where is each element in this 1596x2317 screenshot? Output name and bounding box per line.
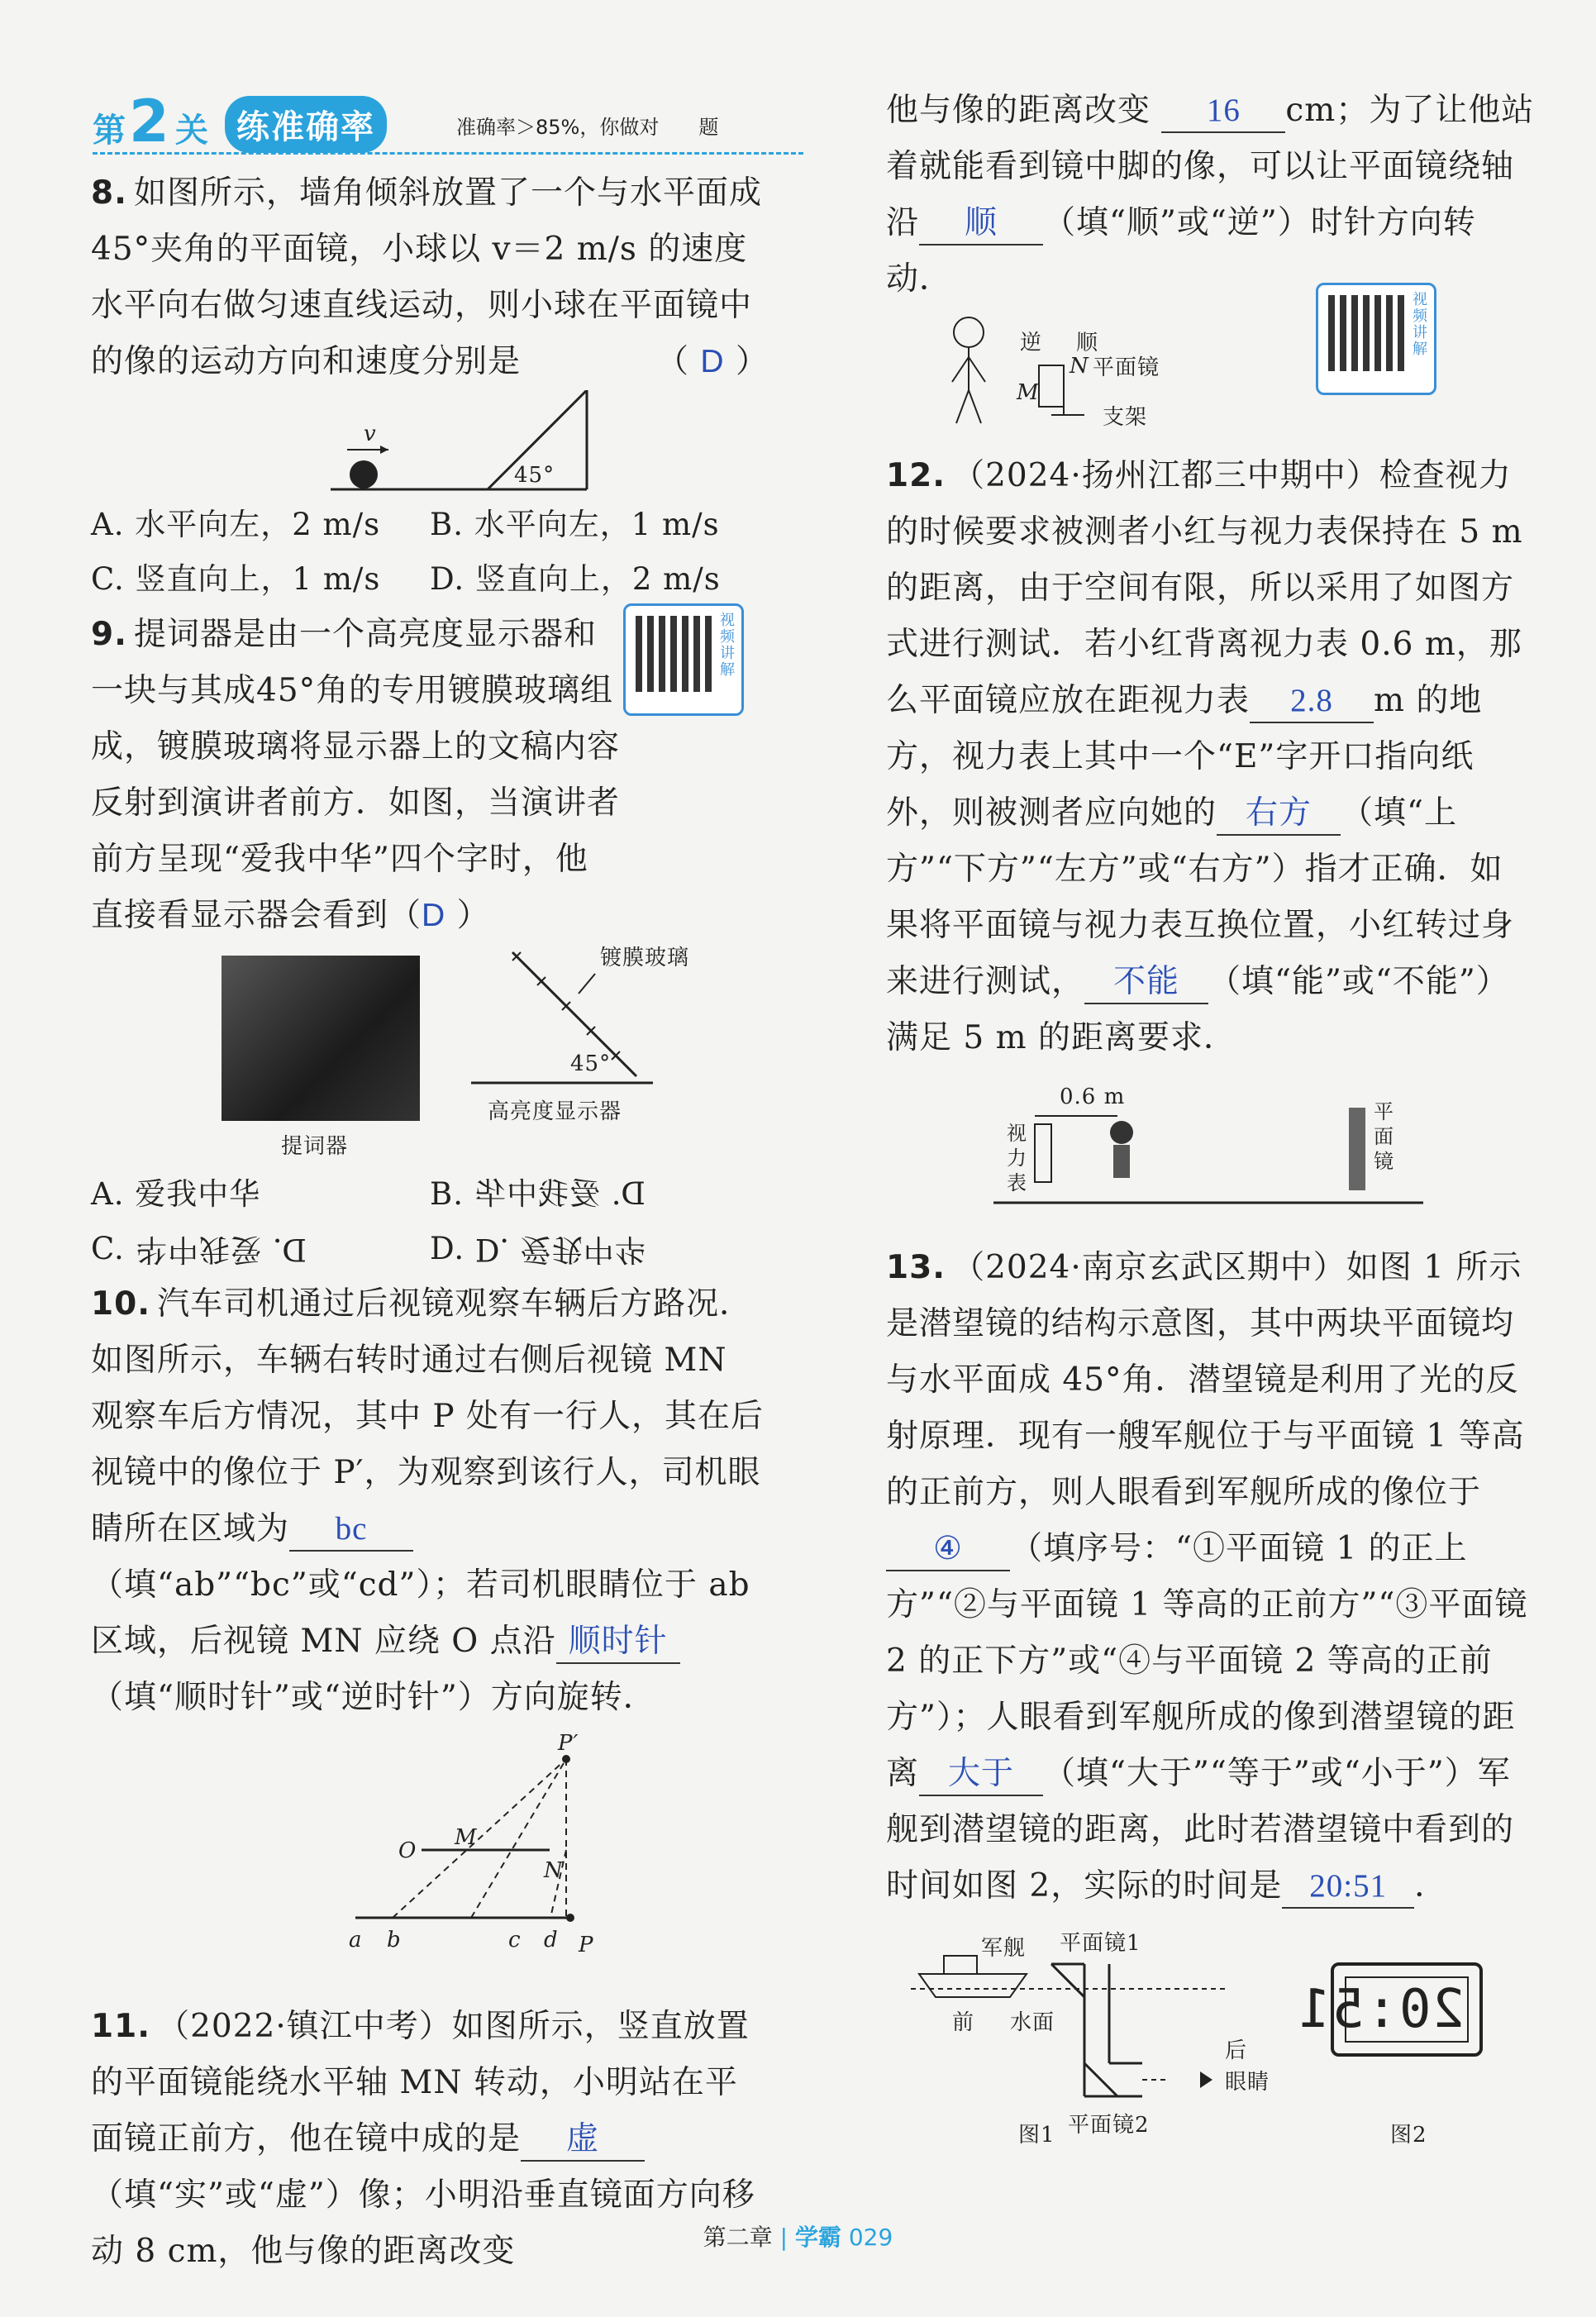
question-number: 10. (91, 1285, 151, 1323)
glass-label: 镀膜玻璃 (600, 946, 690, 970)
option-a: A. 爱我中华 (91, 1176, 261, 1212)
option-a: A. 水平向左，2 m/s (91, 507, 381, 542)
answer-blank-1: ④ (886, 1528, 1010, 1571)
question-number: 13. (886, 1249, 946, 1286)
answer-blank-1: bc (289, 1509, 413, 1552)
d-label: d (544, 1928, 559, 1952)
q11-text-2b: 他与像的距离改变 (886, 92, 1162, 129)
q11-text-2: （填“实”或“虚”）像；小明沿垂直镜面方向移动 8 cm，他与像的距离改变 (91, 2176, 755, 2270)
photo-caption: 提词器 (281, 1134, 349, 1159)
left-column (91, 165, 769, 2280)
q13-text-3: （填“大于”“等于”或“小于”）军舰到潜望镜的距离，此时若潜望镜中看到的时间如图 2，实际的时间是 (886, 1755, 1515, 1905)
ni-label: 逆 (1020, 331, 1043, 355)
question-12 (886, 448, 1536, 1232)
p-label: P (579, 1933, 594, 1957)
footer-separator: | (779, 2224, 788, 2251)
qr-pattern (636, 616, 712, 692)
answer-blank-1: 2.8 (1250, 680, 1374, 723)
q13-figure (886, 1931, 1536, 2146)
n-label: N (1070, 354, 1089, 379)
answer-blank-3: 顺 (919, 203, 1043, 246)
q10-diagram (91, 1726, 769, 1990)
q8-figure (91, 390, 769, 498)
option-b (430, 1167, 769, 1222)
section-header (93, 88, 812, 159)
header-prefix: 第 (93, 112, 126, 150)
q12-figure (886, 1066, 1536, 1232)
q9-diagram (91, 944, 769, 1167)
velocity-label: v (364, 422, 377, 446)
qr-code[interactable] (623, 603, 744, 716)
option-d: D. 竖直向上，2 m/s (430, 561, 721, 597)
mirror-label: 平面镜 (1374, 1100, 1394, 1173)
angle-label: 45° (570, 1051, 612, 1076)
question-13 (886, 1240, 1536, 2146)
question-11-continued (886, 83, 1536, 431)
option-b-label: B. (430, 1176, 474, 1212)
mirror-1-label: 平面镜1 (1060, 1931, 1141, 1956)
option-b-text: D. 爱我中华 (474, 1176, 646, 1212)
q12-text-1: （2024·扬州江都三中期中）检查视力的时候要求被测者小红与视力表保持在 5 m 的距离，由于空间有限，所以采用了如图方式进行测试．若小红背离视力表 0.6 m，那么平面镜应放在距视力表 (886, 457, 1523, 719)
option-c (91, 1222, 430, 1276)
eye-label: 眼睛 (1225, 2070, 1270, 2095)
answer-blank-3: 不能 (1084, 961, 1208, 1004)
ball (350, 460, 378, 489)
distance-label: 0.6 m (1060, 1085, 1126, 1109)
header-suffix: 关 (175, 112, 208, 150)
angle-label: 45° (514, 463, 555, 488)
clock-display: 20:51 (1297, 1979, 1465, 2040)
answer-choice: D (700, 344, 725, 379)
question-number: 11. (91, 2008, 151, 2045)
eye-chart-label: 视力表 (1007, 1122, 1027, 1194)
option-b: B. 水平向左，1 m/s (430, 507, 720, 542)
question-10 (91, 1276, 769, 1990)
answer-blank-2: 顺时针 (556, 1621, 680, 1664)
option-c-text: D. 爱我中华 (135, 1232, 307, 1267)
question-8 (91, 165, 769, 607)
q13-text-2: （填序号：“①平面镜 1 的正上方”“②与平面镜 1 等高的正前方”“③平面镜 2 的正下方”或“④与平面镜 2 等高的正前方”）；人眼看到军舰所成的像到潜望镜的距离 (886, 1530, 1528, 1792)
q12-diagram (886, 1066, 1536, 1232)
answer-blank-2: 右方 (1217, 793, 1341, 836)
water-label: 水面 (1010, 2010, 1055, 2035)
page-number: 029 (848, 2224, 893, 2251)
qr-label: 视频讲解 (720, 612, 736, 679)
m-label: M (455, 1825, 478, 1850)
shun-label: 顺 (1076, 331, 1099, 355)
header-num: 2 (129, 88, 169, 155)
back-label: 后 (1225, 2038, 1248, 2063)
answer-choice: D (422, 898, 446, 933)
question-number: 8. (91, 174, 127, 212)
question-text: 提词器是由一个高亮度显示器和一块与其成45°角的专用镀膜玻璃组成，镀膜玻璃将显示器上的文稿内容反射到演讲者前方．如图，当演讲者前方呈现“爱我中华”四个字时，他直接看显示器会看到（ (91, 616, 621, 934)
n-label: N (544, 1858, 564, 1883)
b-label: b (387, 1928, 402, 1952)
header-divider (93, 152, 803, 155)
answer-blank-1: 虚 (521, 2119, 645, 2162)
q10-text-3: （填“顺时针”或“逆时针”）方向旋转． (91, 1679, 656, 1716)
option-d-label: D. (430, 1231, 475, 1266)
options (91, 498, 769, 607)
q10-text-2: （填“ab”“bc”或“cd”）；若司机眼睛位于 ab 区域，后视镜 MN 应绕 O 点沿 (91, 1566, 750, 1660)
q10-figure (91, 1726, 769, 1990)
mirror-2-label: 平面镜2 (1068, 2113, 1150, 2138)
header-badge: 练准确率 (225, 96, 387, 153)
q10-text-1: 汽车司机通过后视镜观察车辆后方路况．如图所示，车辆右转时通过右侧后视镜 MN 观察车后方情况，其中 P 处有一行人，其在后视镜中的像位于 P′，为观察到该行人，司机眼睛所在区域为 (91, 1285, 765, 1547)
option-d (430, 1222, 769, 1276)
display-label: 高亮度显示器 (488, 1099, 622, 1124)
q12-text-2: m 的地方，视力表上其中一个“E”字开口指向纸外，则被测者应向她的 (886, 682, 1483, 832)
option-d-text: D. 爱我中华 (474, 1232, 646, 1267)
q12-text-4: （填“能”或“不能”）满足 5 m 的距离要求． (886, 963, 1509, 1056)
option-c: C. 竖直向上，1 m/s (91, 561, 381, 597)
c-label: c (508, 1928, 522, 1952)
q11-text-4: （填“顺”或“逆”）时针方向转动． (886, 204, 1476, 298)
figure-1-caption: 图1 (1018, 2123, 1055, 2148)
p-prime-label: P′ (558, 1731, 579, 1756)
brand-label: 学霸 (794, 2224, 841, 2251)
option-c-label: C. (91, 1231, 136, 1266)
header-note: 准确率＞85%，你做对 题 (456, 116, 719, 139)
front-label: 前 (952, 2010, 975, 2035)
question-number: 12. (886, 457, 946, 494)
chapter-label: 第二章 (703, 2224, 773, 2251)
q11-figure (886, 291, 1536, 431)
answer-blank-3: 20:51 (1282, 1866, 1414, 1909)
q8-diagram (91, 390, 769, 498)
mirror-label: 平面镜 (1093, 355, 1160, 380)
qr-pattern (1328, 295, 1404, 371)
qr-label: 视频讲解 (1413, 291, 1428, 358)
answer-bracket: （ D ） (656, 343, 769, 380)
o-label: O (398, 1838, 417, 1863)
right-column (886, 83, 1536, 2146)
q13-text-1: （2024·南京玄武区期中）如图 1 所示是潜望镜的结构示意图，其中两块平面镜均与水平面成 45°角．潜望镜是利用了光的反射原理．现有一艘军舰位于与平面镜 1 等高的正前方，则人眼看到军舰所成的像位于 (886, 1249, 1525, 1511)
options (91, 1167, 769, 1276)
stand-label: 支架 (1103, 405, 1148, 430)
a-label: a (349, 1928, 363, 1952)
question-text: 如图所示，墙角倾斜放置了一个与水平面成45°夹角的平面镜，小球以 v＝2 m/s 的速度水平向右做匀速直线运动，则小球在平面镜中的像的运动方向和速度分别是 (91, 174, 762, 380)
question-9: 视频讲解 9. 提词器是由一个高亮度显示器和一块与其成45°角的专用镀膜玻璃组成，镀膜玻璃将显示器上的文稿内容反射到演讲者前方．如图，当演讲者前方呈现“爱我中华”四个字时，他直接看显示器会看到（D ） 提词器 镀膜玻璃 45° 高亮度显示器 A. 爱我中华 B. D. 爱我中华 C. D. 爱我中华 D. D. 爱我中华 (91, 607, 769, 1276)
qr-code[interactable] (1316, 283, 1436, 395)
m-label: M (1017, 380, 1040, 405)
answer-blank-2: 大于 (919, 1753, 1043, 1796)
ship-label: 军舰 (981, 1936, 1027, 1961)
page-footer (0, 2219, 1596, 2253)
q11-text-1: （2022·镇江中考）如图所示，竖直放置的平面镜能绕水平轴 MN 转动，小明站在平面镜正前方，他在镜中成的是 (91, 2008, 750, 2157)
figure-2-caption: 图2 (1390, 2123, 1427, 2148)
answer-blank-2: 16 (1161, 90, 1285, 133)
q9-figure (91, 944, 769, 1167)
q12-text-3: （填“上方”“下方”“左方”或“右方”）指才正确．如果将平面镜与视力表互换位置，小红转过身来进行测试， (886, 794, 1515, 1000)
q11-text-3: cm；为了让他站着就能看到镜中脚的像，可以让平面镜绕轴沿 (886, 92, 1535, 241)
question-number: 9. (91, 616, 127, 653)
q13-text-4: ． (1414, 1867, 1448, 1905)
